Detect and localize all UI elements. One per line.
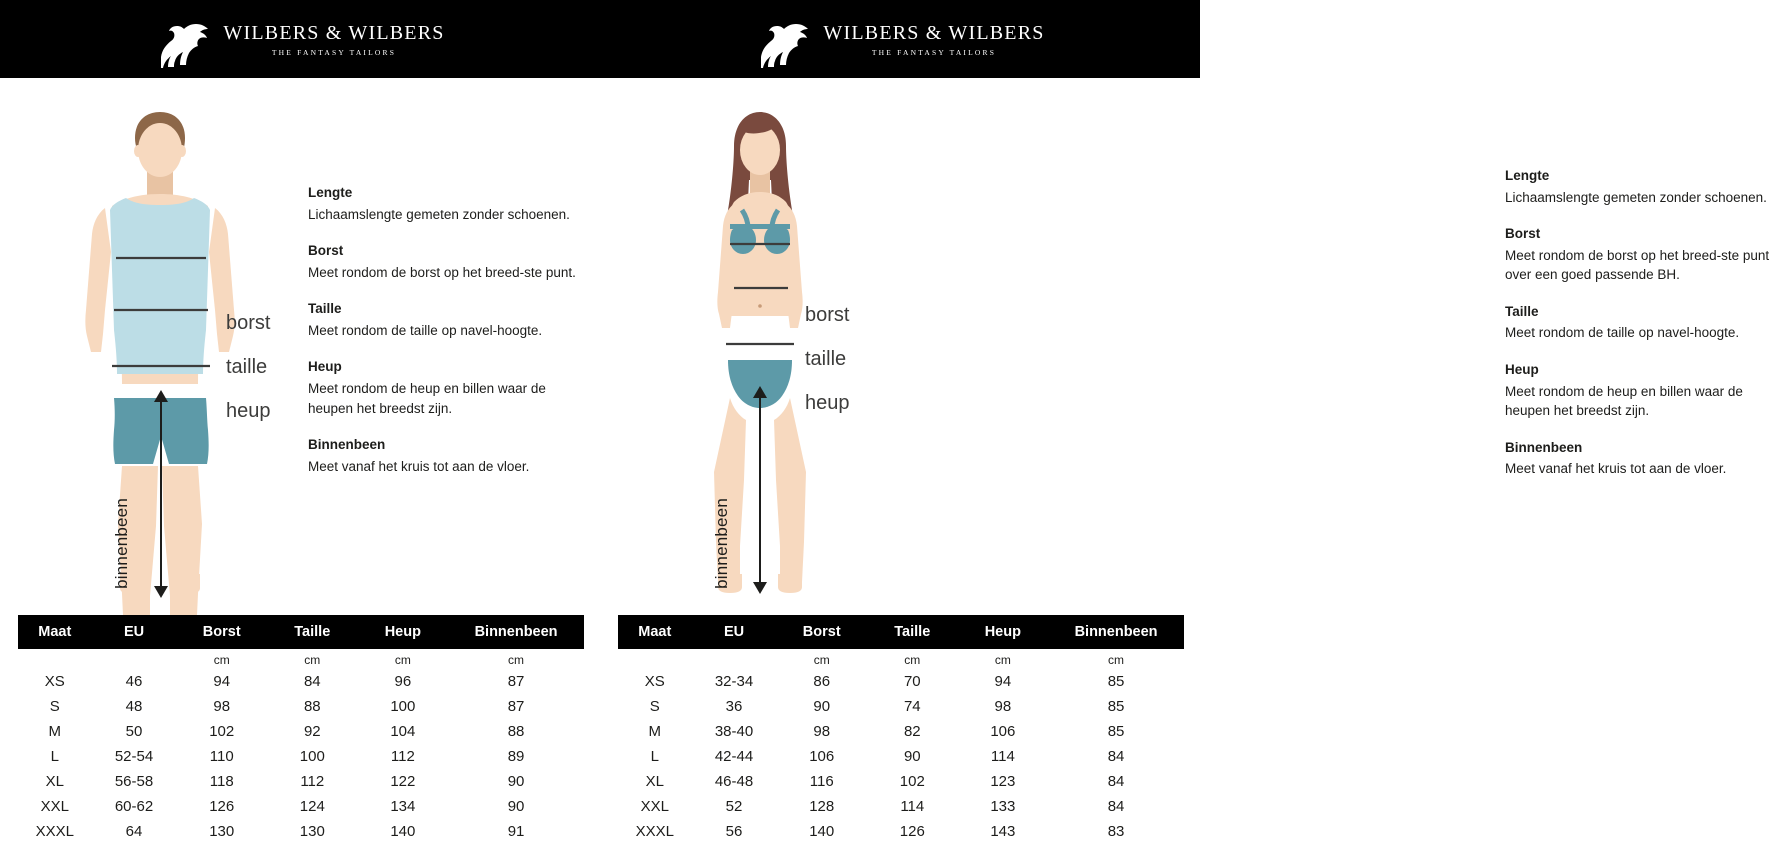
cell-binnenbeen: 91 (507, 823, 525, 840)
cell-taille: 70 (903, 673, 921, 690)
cell-binnenbeen: 83 (1107, 823, 1125, 840)
brand-tagline: THE FANTASY TAILORS (871, 47, 997, 57)
desc-title: Lengte (1505, 168, 1550, 183)
th-heup: Heup (358, 615, 449, 649)
th-borst: Borst (176, 615, 267, 649)
cell-heup: 106 (990, 723, 1016, 740)
desc-binnenbeen-men (308, 435, 593, 476)
table-row (18, 744, 584, 769)
inseam-label-women: binnenbeen (712, 498, 731, 589)
desc-text: Meet rondom de taille op navel-hoogte. (1505, 325, 1740, 341)
unit-binnenbeen: cm (508, 653, 525, 667)
cell-binnenbeen: 85 (1107, 673, 1125, 690)
desc-title: Taille (1505, 303, 1539, 319)
cell-heup: 98 (994, 698, 1012, 715)
brand-name: WILBERS & WILBERS (223, 21, 445, 44)
horse-logo-icon (755, 17, 813, 61)
desc-taille-women (1505, 302, 1790, 343)
cell-heup: 123 (990, 773, 1016, 790)
cell-maat: S (649, 698, 660, 715)
label-taille-men: taille (226, 356, 268, 378)
cell-eu: 32-34 (714, 673, 754, 690)
desc-borst-women (1505, 224, 1790, 285)
cell-heup: 143 (990, 823, 1016, 840)
th-heup: Heup (958, 615, 1049, 649)
brand-logo (155, 17, 444, 61)
header-logo-left (0, 0, 600, 78)
cell-borst: 98 (813, 723, 831, 740)
cell-heup: 133 (990, 798, 1016, 815)
page-header (0, 0, 1200, 78)
desc-text: Meet rondom de heup en billen waar de heupen het breedst zijn. (1505, 383, 1743, 419)
table-header-row (18, 615, 584, 649)
inseam-label-men: binnenbeen (112, 498, 131, 589)
label-borst-women: borst (805, 304, 850, 326)
desc-text: Meet rondom de borst op het breed-ste punt. (308, 264, 576, 280)
cell-taille: 88 (303, 698, 321, 715)
unit-taille: cm (304, 653, 321, 667)
table-row (618, 744, 1184, 769)
desc-text: Meet rondom de taille op navel-hoogte. (308, 322, 543, 338)
cell-borst: 106 (809, 748, 835, 765)
table-row (18, 719, 584, 744)
cell-binnenbeen: 84 (1107, 798, 1125, 815)
horse-logo-icon (155, 17, 213, 61)
cell-eu: 50 (125, 723, 143, 740)
cell-eu: 46-48 (714, 773, 754, 790)
cell-taille: 74 (903, 698, 921, 715)
header-logo-right (600, 0, 1200, 78)
unit-taille: cm (904, 653, 921, 667)
table-row (618, 769, 1184, 794)
cell-taille: 102 (899, 773, 925, 790)
unit-borst: cm (213, 653, 230, 667)
table-row (18, 794, 584, 819)
unit-eu (92, 649, 177, 669)
th-eu: EU (92, 615, 177, 649)
desc-text: Lichaamslengte gemeten zonder schoenen. (1505, 189, 1767, 205)
brand-logo-2 (755, 17, 1044, 61)
cell-binnenbeen: 87 (507, 673, 525, 690)
measurement-labels-women (805, 304, 850, 436)
th-eu: EU (692, 615, 777, 649)
cell-maat: L (50, 748, 59, 765)
desc-heup-women (1505, 360, 1790, 421)
table-row (618, 719, 1184, 744)
th-binnenbeen: Binnenbeen (448, 615, 584, 649)
cell-binnenbeen: 87 (507, 698, 525, 715)
table-header-row (618, 615, 1184, 649)
th-maat: Maat (618, 615, 692, 649)
table-row (18, 819, 584, 844)
desc-lengte-women (1505, 166, 1790, 207)
cell-borst: 140 (809, 823, 835, 840)
cell-maat: L (650, 748, 659, 765)
desc-title: Lengte (308, 185, 353, 200)
cell-maat: XXL (40, 798, 69, 815)
cell-eu: 64 (125, 823, 143, 840)
cell-borst: 98 (213, 698, 231, 715)
unit-eu (692, 649, 777, 669)
unit-maat (618, 649, 692, 669)
unit-borst: cm (813, 653, 830, 667)
th-taille: Taille (867, 615, 958, 649)
men-size-table (18, 615, 584, 844)
desc-heup-men (308, 357, 593, 418)
table-row (618, 794, 1184, 819)
cell-taille: 82 (903, 723, 921, 740)
cell-taille: 130 (299, 823, 325, 840)
cell-maat: XXXL (635, 823, 674, 840)
cell-heup: 104 (390, 723, 416, 740)
cell-binnenbeen: 84 (1107, 773, 1125, 790)
cell-eu: 36 (725, 698, 743, 715)
desc-title: Binnenbeen (308, 437, 386, 453)
cell-eu: 56-58 (114, 773, 154, 790)
cell-binnenbeen: 88 (507, 723, 525, 740)
cell-binnenbeen: 85 (1107, 723, 1125, 740)
cell-borst: 126 (209, 798, 235, 815)
cell-heup: 134 (390, 798, 416, 815)
cell-heup: 100 (390, 698, 416, 715)
cell-eu: 38-40 (714, 723, 754, 740)
cell-borst: 116 (809, 773, 834, 790)
cell-eu: 52-54 (114, 748, 154, 765)
female-body-figure (630, 98, 890, 608)
cell-maat: XL (645, 773, 664, 790)
desc-borst-men (308, 241, 593, 282)
desc-taille-men (308, 299, 593, 340)
cell-borst: 86 (813, 673, 831, 690)
desc-title: Borst (1505, 226, 1541, 242)
desc-text: Meet rondom de heup en billen waar de heupen het breedst zijn. (308, 380, 546, 416)
th-maat: Maat (18, 615, 92, 649)
cell-taille: 126 (899, 823, 925, 840)
cell-eu: 52 (725, 798, 743, 815)
label-heup-women: heup (805, 392, 850, 414)
cell-borst: 110 (209, 748, 234, 765)
cell-heup: 122 (390, 773, 416, 790)
th-taille: Taille (267, 615, 358, 649)
cell-maat: S (49, 698, 60, 715)
desc-text: Meet rondom de borst op het breed-ste punt over een goed passende BH. (1505, 247, 1770, 283)
unit-binnenbeen: cm (1108, 653, 1125, 667)
desc-binnenbeen-women (1505, 438, 1790, 479)
table-row (18, 694, 584, 719)
cell-maat: XL (45, 773, 64, 790)
cell-taille: 92 (303, 723, 321, 740)
men-descriptions (308, 183, 593, 493)
desc-title: Borst (308, 243, 344, 259)
desc-title: Heup (308, 359, 342, 375)
label-taille-women: taille (805, 348, 847, 370)
th-binnenbeen: Binnenbeen (1048, 615, 1184, 649)
cell-eu: 56 (725, 823, 743, 840)
cell-borst: 128 (809, 798, 835, 815)
cell-borst: 94 (213, 673, 231, 690)
cell-taille: 112 (300, 773, 325, 790)
desc-text: Lichaamslengte gemeten zonder schoenen. (308, 206, 570, 222)
cell-eu: 60-62 (114, 798, 154, 815)
women-size-table (618, 615, 1184, 844)
cell-heup: 140 (390, 823, 416, 840)
table-row (618, 694, 1184, 719)
cell-eu: 46 (125, 673, 143, 690)
cell-maat: XS (644, 673, 665, 690)
brand-name: WILBERS & WILBERS (823, 21, 1045, 44)
desc-text: Meet vanaf het kruis tot aan de vloer. (1505, 461, 1727, 477)
cell-eu: 48 (125, 698, 143, 715)
cell-borst: 102 (209, 723, 235, 740)
table-units-row (18, 649, 584, 669)
table-units-row (618, 649, 1184, 669)
measurement-labels-men (226, 312, 271, 444)
brand-text (223, 22, 444, 57)
women-descriptions (1505, 166, 1790, 496)
table-row (18, 669, 584, 694)
unit-heup: cm (394, 653, 411, 667)
cell-maat: M (48, 723, 62, 740)
brand-text-2 (823, 22, 1044, 57)
cell-borst: 118 (209, 773, 234, 790)
brand-tagline: THE FANTASY TAILORS (271, 47, 397, 57)
cell-heup: 114 (990, 748, 1015, 765)
cell-maat: M (648, 723, 662, 740)
cell-taille: 100 (299, 748, 325, 765)
desc-title: Taille (308, 301, 342, 317)
cell-binnenbeen: 89 (507, 748, 525, 765)
label-borst-men: borst (226, 312, 271, 334)
label-heup-men: heup (226, 400, 271, 422)
cell-taille: 124 (299, 798, 325, 815)
cell-taille: 90 (903, 748, 921, 765)
cell-binnenbeen: 90 (507, 773, 525, 790)
cell-binnenbeen: 85 (1107, 698, 1125, 715)
cell-binnenbeen: 90 (507, 798, 525, 815)
cell-binnenbeen: 84 (1107, 748, 1125, 765)
desc-lengte-men (308, 183, 593, 224)
cell-heup: 112 (390, 748, 415, 765)
desc-title: Heup (1505, 361, 1539, 377)
table-row (618, 819, 1184, 844)
cell-taille: 114 (900, 798, 925, 815)
th-borst: Borst (776, 615, 867, 649)
unit-maat (18, 649, 92, 669)
unit-heup: cm (994, 653, 1011, 667)
cell-borst: 90 (813, 698, 831, 715)
cell-taille: 84 (303, 673, 321, 690)
cell-maat: XXXL (35, 823, 74, 840)
table-row (618, 669, 1184, 694)
cell-heup: 94 (994, 673, 1012, 690)
cell-maat: XS (44, 673, 65, 690)
cell-borst: 130 (209, 823, 235, 840)
table-row (18, 769, 584, 794)
cell-heup: 96 (394, 673, 412, 690)
desc-title: Binnenbeen (1505, 439, 1583, 455)
desc-text: Meet vanaf het kruis tot aan de vloer. (308, 458, 530, 474)
cell-eu: 42-44 (714, 748, 754, 765)
cell-maat: XXL (640, 798, 669, 815)
